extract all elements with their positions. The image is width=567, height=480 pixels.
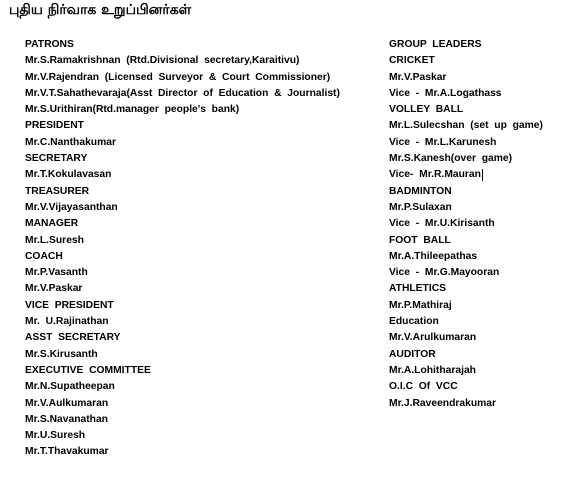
right-line-4: VOLLEY BALL xyxy=(389,104,464,116)
right-line-13: Mr.A.Thileepathas xyxy=(389,250,478,262)
right-line-17: Education xyxy=(389,316,439,328)
right-line-19: AUDITOR xyxy=(389,348,436,360)
right-line-15: ATHLETICS xyxy=(389,283,447,295)
left-line-10: Mr.V.Vijayasanthan xyxy=(25,201,118,213)
left-line-11: MANAGER xyxy=(25,218,79,230)
left-line-12: Mr.L.Suresh xyxy=(25,234,84,246)
left-line-2: Mr.V.Rajendran (Licensed Surveyor & Court Commissioner) xyxy=(25,71,331,83)
right-line-6: Vice - Mr.L.Karunesh xyxy=(389,136,497,148)
left-line-1: Mr.S.Ramakrishnan (Rtd.Divisional secretary,Karaitivu) xyxy=(25,55,300,67)
right-line-20: Mr.A.Lohitharajah xyxy=(389,364,476,376)
left-line-18: ASST SECRETARY xyxy=(25,332,121,344)
right-line-16: Mr.P.Mathiraj xyxy=(389,299,452,311)
right-line-0: GROUP LEADERS xyxy=(389,39,482,50)
left-line-16: VICE PRESIDENT xyxy=(25,299,114,311)
left-line-13: COACH xyxy=(25,250,63,262)
left-line-15: Mr.V.Paskar xyxy=(25,283,83,295)
right-line-8: Vice- Mr.R.Mauran xyxy=(389,169,481,181)
page-title: புதிய நிர்வாக உறுப்பினர்கள் xyxy=(9,2,192,18)
text-cursor xyxy=(482,169,483,181)
left-column xyxy=(25,37,340,461)
left-line-19: Mr.S.Kirusanth xyxy=(25,348,98,360)
right-line-3: Vice - Mr.A.Logathass xyxy=(389,87,502,99)
left-line-23: Mr.S.Navanathan xyxy=(25,413,108,425)
right-line-11: Vice - Mr.U.Kirisanth xyxy=(389,218,495,230)
left-line-14: Mr.P.Vasanth xyxy=(25,267,88,279)
right-line-2: Mr.V.Paskar xyxy=(389,71,447,83)
right-line-1: CRICKET xyxy=(389,55,435,67)
left-line-21: Mr.N.Supatheepan xyxy=(25,381,115,393)
left-line-6: Mr.C.Nanthakumar xyxy=(25,136,116,148)
left-line-7: SECRETARY xyxy=(25,153,88,165)
right-line-14: Vice - Mr.G.Mayooran xyxy=(389,267,500,279)
right-line-7: Mr.S.Kanesh(over game) xyxy=(389,153,513,165)
right-line-12: FOOT BALL xyxy=(389,234,451,246)
left-line-8: Mr.T.Kokulavasan xyxy=(25,169,112,181)
left-line-9: TREASURER xyxy=(25,185,90,197)
right-line-22: Mr.J.Raveendrakumar xyxy=(389,397,497,409)
left-line-22: Mr.V.Aulkumaran xyxy=(25,397,109,409)
left-line-24: Mr.U.Suresh xyxy=(25,430,86,442)
left-line-5: PRESIDENT xyxy=(25,120,84,132)
left-line-4: Mr.S.Urithiran(Rtd.manager people's bank) xyxy=(25,104,240,116)
left-line-17: Mr. U.Rajinathan xyxy=(25,316,109,328)
left-line-25: Mr.T.Thavakumar xyxy=(25,446,109,458)
left-line-3: Mr.V.T.Sahathevaraja(Asst Director of Education & Journalist) xyxy=(25,87,340,99)
left-line-20: EXECUTIVE COMMITTEE xyxy=(25,364,151,376)
right-line-21: O.I.C Of VCC xyxy=(389,381,458,393)
right-line-18: Mr.V.Arulkumaran xyxy=(389,332,477,344)
right-column xyxy=(389,37,543,412)
right-line-5: Mr.L.Sulecshan (set up game) xyxy=(389,120,543,132)
right-line-10: Mr.P.Sulaxan xyxy=(389,201,452,213)
left-line-0: PATRONS xyxy=(25,39,74,50)
right-line-9: BADMINTON xyxy=(389,185,452,197)
